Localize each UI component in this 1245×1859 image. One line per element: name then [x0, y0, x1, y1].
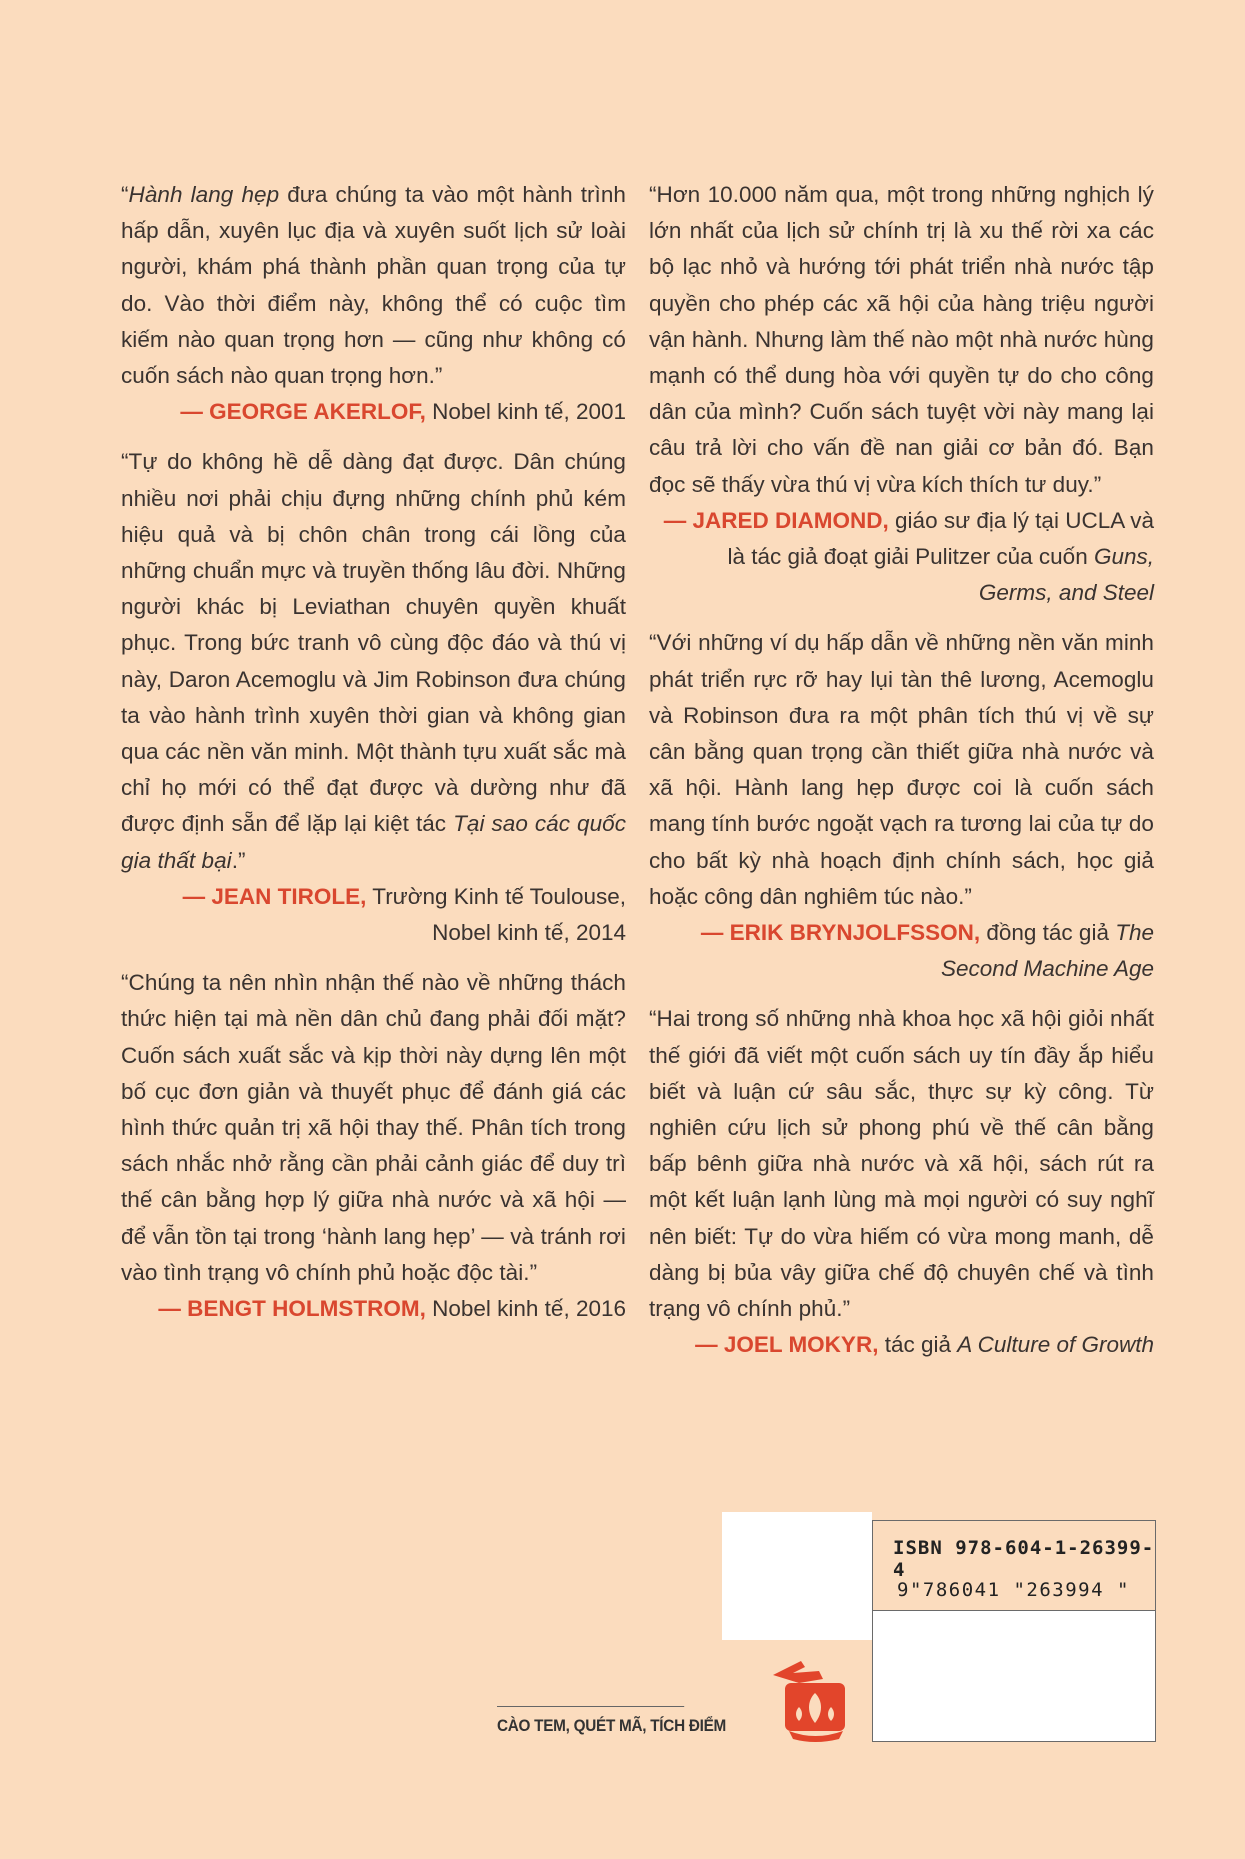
publisher-logo-icon: [755, 1645, 865, 1745]
quote-text: [121, 177, 626, 394]
quote-segment: đưa chúng ta vào một hành trình hấp dẫn, xuyên lục địa và xuyên suốt lịch sử loài người, khám phá thành phần quan trọng của tự do. Vào thời điểm này, không thể có cuộc tìm kiếm nào quan trọng hơn — cũng như không có cuốn sách nào quan trọng hơn.”: [121, 182, 626, 389]
author-name: — BENGT HOLMSTROM,: [158, 1296, 426, 1322]
quote-block: [649, 1001, 1154, 1363]
sticker-area: [722, 1512, 872, 1640]
author-name: — ERIK BRYNJOLFSSON,: [700, 920, 981, 946]
quote-text: [649, 177, 1154, 503]
italic-title: Hành lang hẹp: [128, 182, 280, 207]
left-column: [121, 177, 626, 1341]
quote-text: [121, 965, 626, 1291]
italic-title: Tại sao các quốc gia thất bại: [121, 811, 627, 873]
attribution: [121, 1291, 626, 1327]
logo-bird-head: [773, 1661, 823, 1683]
book-title: A Culture of Growth: [957, 1332, 1154, 1358]
quote-block: [121, 444, 626, 951]
isbn-barcode-box: [872, 1520, 1156, 1742]
author-name: — JARED DIAMOND,: [663, 507, 889, 533]
quote-segment: “Với những ví dụ hấp dẫn về những nền văn minh phát triển rực rỡ hay lụi tàn thê lương, Acemoglu và Robinson đưa ra một phân tích thú vị về sự cân bằng quan trọng cần thiết giữa nhà nước và xã hội. Hành lang hẹp được coi là cuốn sách mang tính bước ngoặt vạch ra tương lai của tự do cho bất kỳ nhà hoạch định chính sách, học giả hoặc công dân nghiêm túc nào.”: [649, 630, 1154, 909]
author-credential: tác giả: [878, 1332, 958, 1358]
quote-block: [121, 177, 626, 430]
logo-base: [789, 1731, 843, 1742]
author-name: — GEORGE AKERLOF,: [180, 399, 426, 425]
promo-text: CÀO TEM, QUÉT MÃ, TÍCH ĐIỂM: [497, 1706, 684, 1736]
quote-segment: “Hơn 10.000 năm qua, một trong những nghịch lý lớn nhất của lịch sử chính trị là xu thế rời xa các bộ lạc nhỏ và hướng tới phát triển nhà nước tập quyền cho phép các xã hội của hàng triệu người vận hành. Nhưng làm thế nào một nhà nước hùng mạnh có thể dung hòa với quyền tự do cho công dân của mình? Cuốn sách tuyệt vời này mang lại câu trả lời cho vấn đề nan giải cơ bản đó. Bạn đọc sẽ thấy vừa thú vị vừa kích thích tư duy.”: [649, 182, 1154, 497]
quote-text: [649, 1001, 1154, 1327]
attribution: [121, 879, 626, 951]
book-title: The Second Machine Age: [940, 920, 1154, 982]
attribution: [649, 1327, 1154, 1363]
author-credential: Nobel kinh tế, 2016: [425, 1296, 626, 1322]
quote-text: [121, 444, 626, 878]
author-name: — JOEL MOKYR,: [695, 1332, 879, 1358]
quote-segment: “Hai trong số những nhà khoa học xã hội giỏi nhất thế giới đã viết một cuốn sách uy tín đầy ắp hiểu biết và luận cứ sâu sắc, thực sự kỳ công. Từ nghiên cứu lịch sử phong phú về thế cân bằng bấp bênh giữa nhà nước và xã hội, sách rút ra một kết luận lạnh lùng mà mọi người có suy nghĩ nên biết: Tự do vừa hiếm có vừa mong manh, dễ dàng bị bủa vây giữa chế độ chuyên chế và tình trạng vô chính phủ.”: [649, 1006, 1154, 1322]
isbn-band: [873, 1521, 1155, 1611]
right-column: [649, 177, 1154, 1378]
author-name: — JEAN TIROLE,: [182, 883, 367, 909]
author-credential: Trường Kinh tế Toulouse, Nobel kinh tế, 2014: [366, 883, 626, 946]
author-credential: giáo sư địa lý tại UCLA và là tác giả đoạt giải Pulitzer của cuốn: [727, 507, 1154, 570]
quote-text: [649, 625, 1154, 915]
quote-segment: “Tự do không hề dễ dàng đạt được. Dân chúng nhiều nơi phải chịu đựng những chính phủ kém hiệu quả và bị chôn chân trong cái lồng của những chuẩn mực và truyền thống lâu đời. Những người khác bị Leviathan chuyên quyền khuất phục. Trong bức tranh vô cùng độc đáo và thú vị này, Daron Acemoglu và Jim Robinson đưa chúng ta vào hành trình xuyên thời gian và không gian qua các nền văn minh. Một thành tựu xuất sắc mà chỉ họ mới có thể đạt được và dường như đã được định sẵn để lặp lại kiệt tác: [121, 449, 626, 837]
quote-block: [121, 965, 626, 1327]
barcode-digits: 9"786041 "263994 ": [897, 1579, 1130, 1601]
quote-segment: “: [121, 182, 129, 207]
book-title: Guns, Germs, and Steel: [978, 544, 1154, 606]
attribution: [649, 915, 1154, 987]
attribution: [649, 503, 1154, 612]
quote-block: [649, 625, 1154, 987]
attribution: [121, 394, 626, 430]
author-credential: đồng tác giả: [980, 920, 1116, 946]
quote-segment: “Chúng ta nên nhìn nhận thế nào về những thách thức hiện tại mà nền dân chủ đang phải đối mặt? Cuốn sách xuất sắc và kịp thời này dựng lên một bố cục đơn giản và thuyết phục để đánh giá các hình thức quản trị xã hội thay thế. Phân tích trong sách nhắc nhở rằng cần phải cảnh giác để duy trì thế cân bằng hợp lý giữa nhà nước và xã hội — để vẫn tồn tại trong ‘hành lang hẹp’ — và tránh rơi vào tình trạng vô chính phủ hoặc độc tài.”: [121, 970, 626, 1285]
author-credential: Nobel kinh tế, 2001: [425, 399, 626, 425]
quote-segment: .”: [231, 847, 246, 873]
isbn-label: ISBN 978-604-1-26399-4: [893, 1537, 1155, 1581]
quote-block: [649, 177, 1154, 611]
